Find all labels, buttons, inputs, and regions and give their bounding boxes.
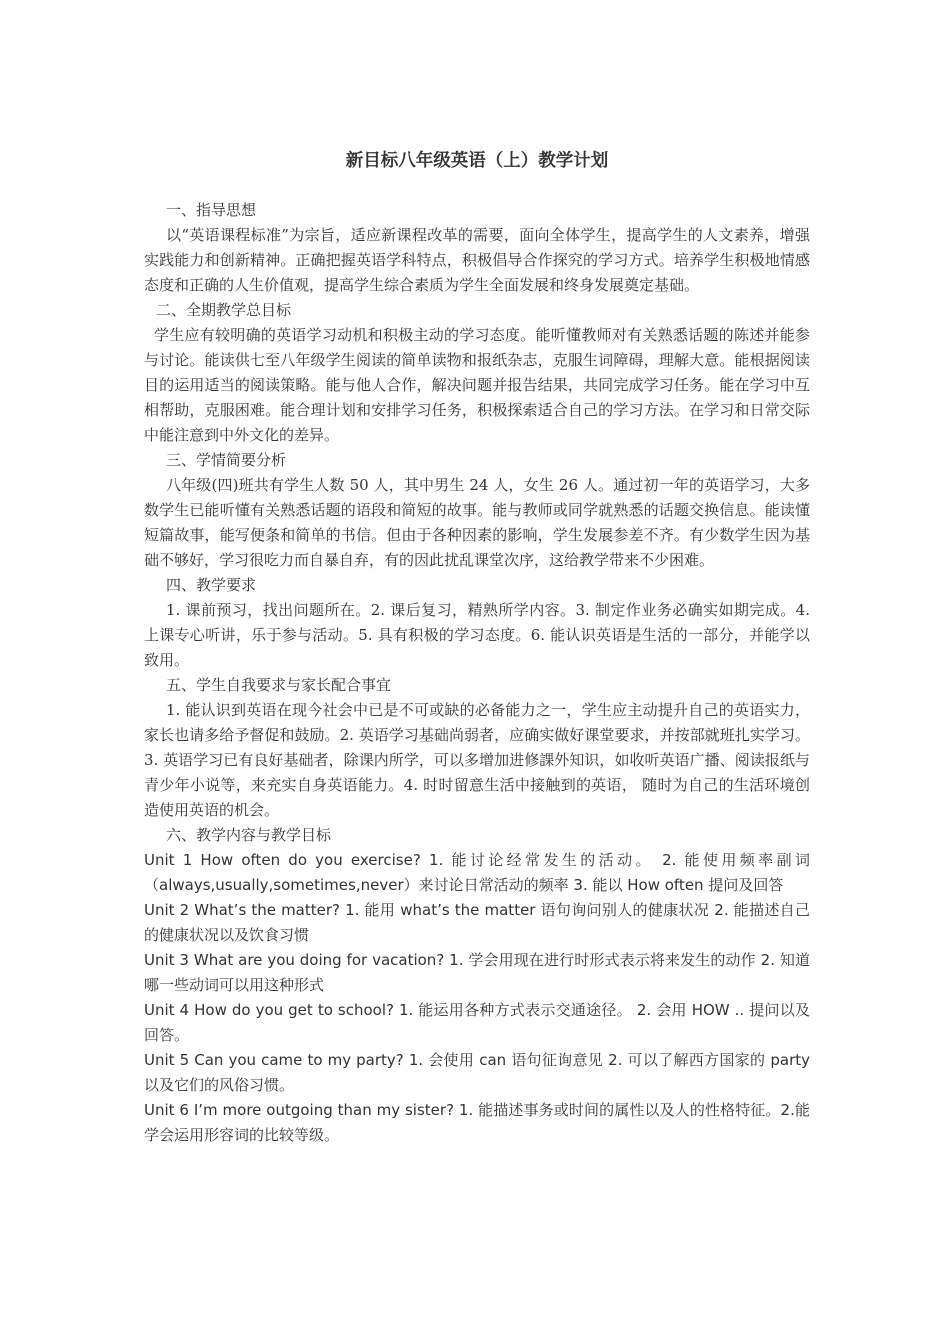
section-body: 学生应有较明确的英语学习动机和积极主动的学习态度。能听懂教师对有关熟悉话题的陈述并能参与讨论。能读供七至八年级学生阅读的简单读物和报纸杂志，克服生词障碍，理解大意。能根据阅读目的运用适当的阅读策略。能与他人合作，解决问题并报告结果，共同完成学习任务。能在学习中互相帮助，克服困难。能合理计划和安排学习任务，积极探索适合自己的学习方法。在学习和日常交际中能注意到中外文化的差异。: [144, 326, 810, 444]
unit-english-text: Unit 6 I’m more outgoing than my sister? 1.: [144, 1101, 474, 1119]
section-heading: 二、全期教学总目标: [156, 301, 292, 319]
section-heading: 四、教学要求: [166, 576, 257, 594]
section-heading: 五、学生自我要求与家长配合事宜: [166, 676, 392, 694]
unit-english-text: party: [770, 1051, 810, 1069]
unit-item: Unit 4 How do you get to school? 1. 能运用各种方式表示交通途径。 2. 会用 HOW .. 提问以及回答。: [144, 1001, 810, 1044]
section-overall-goals: [144, 298, 810, 448]
document-title: 新目标八年级英语（上）教学计划: [345, 151, 609, 171]
unit-english-text: 2: [714, 901, 724, 919]
section-student-parent-cooperation: [144, 673, 810, 823]
unit-english-text: Unit 1 How often do you exercise? 1.: [144, 851, 444, 869]
section-heading: 一、指导思想: [166, 201, 257, 219]
unit-english-text: 2: [760, 951, 771, 969]
unit-english-text: what’s the matter: [400, 901, 536, 919]
unit-english-text: Unit 2 What’s the matter? 1.: [144, 901, 360, 919]
section-student-analysis: [144, 448, 810, 573]
unit-item: Unit 6 I’m more outgoing than my sister? 1. 能描述事务或时间的属性以及人的性格特征。2.能学会运用形容词的比较等级。: [144, 1101, 810, 1144]
unit-english-text: How often: [627, 876, 704, 894]
section-heading: 三、学情简要分析: [166, 451, 287, 469]
unit-english-text: 2: [636, 1001, 647, 1019]
unit-english-text: 3: [573, 876, 583, 894]
unit-english-text: 2: [608, 1051, 618, 1069]
document-content: [144, 146, 810, 1148]
unit-english-text: Unit 3 What are you doing for vacation? 1.: [144, 951, 464, 969]
unit-english-text: Unit 4 How do you get to school? 1.: [144, 1001, 414, 1019]
unit-english-text: HOW ..: [691, 1001, 745, 1019]
section-body: 1. 能认识到英语在现今社会中已是不可或缺的必备能力之一，学生应主动提升自己的英语实力，家长也请多给予督促和鼓励。2. 英语学习基础尚弱者，应确实做好课堂要求，并按部就班扎实学习。3. 英语学习已有良好基础者，除课内所学，可以多增加进修課外知识，如收听英语广播、阅读报纸与青少年小说等，来充实自身英语能力。4. 时时留意生活中接触到的英语， 随时为自己的生活环境创造使用英语的机会。: [144, 701, 810, 819]
unit-english-text: Unit 5 Can you came to my party? 1.: [144, 1051, 424, 1069]
unit-item: Unit 1 How often do you exercise? 1. 能讨论经常发生的活动。 2. 能使用频率副词（always,usually,sometimes,never）来讨论日常活动的频率 3. 能以 How often 提问及回答: [144, 851, 810, 894]
unit-item: Unit 5 Can you came to my party? 1. 会使用 can 语句征询意见 2. 可以了解西方国家的 party 以及它们的风俗习惯。: [144, 1051, 810, 1094]
section-teaching-content: [144, 823, 810, 1148]
section-body: 八年级(四)班共有学生人数 50 人，其中男生 24 人，女生 26 人。通过初一年的英语学习，大多数学生已能听懂有关熟悉话题的语段和简短的故事。能与教师或同学就熟悉的话题交换信息。能读懂短篇故事，能写便条和简单的书信。但由于各种因素的影响，学生发展参差不齐。有少数学生因为基础不够好，学习很吃力而自暴自弃，有的因此扰乱课堂次序，这给教学带来不少困难。: [144, 476, 810, 569]
section-heading: 六、教学内容与教学目标: [166, 826, 332, 844]
unit-english-text: always,usually,sometimes,never: [159, 876, 404, 894]
section-teaching-requirements: [144, 573, 810, 673]
section-body: 以“英语课程标准”为宗旨，适应新课程改革的需要，面向全体学生，提高学生的人文素养，增强实践能力和创新精神。正确把握英语学科特点，积极倡导合作探究的学习方式。培养学生积极地情感态度和正确的人生价值观，提高学生综合素质为学生全面发展和终身发展奠定基础。: [144, 226, 810, 294]
unit-item: Unit 3 What are you doing for vacation? 1. 学会用现在进行时形式表示将来发生的动作 2. 知道哪一些动词可以用这种形式: [144, 951, 810, 994]
unit-english-text: can: [479, 1051, 507, 1069]
section-body: 1. 课前预习，找出问题所在。2. 课后复习，精熟所学内容。3. 制定作业务必确实如期完成。4. 上课专心听讲，乐于参与活动。5. 具有积极的学习态度。6. 能认识英语是生活的一部分，并能学以致用。: [144, 601, 810, 669]
unit-english-text: 2: [662, 851, 672, 869]
unit-item: Unit 2 What’s the matter? 1. 能用 what’s the matter 语句询问别人的健康状况 2. 能描述自己的健康状况以及饮食习惯: [144, 901, 810, 944]
section-guiding-thought: [144, 198, 810, 298]
unit-english-text: 2: [780, 1101, 791, 1119]
